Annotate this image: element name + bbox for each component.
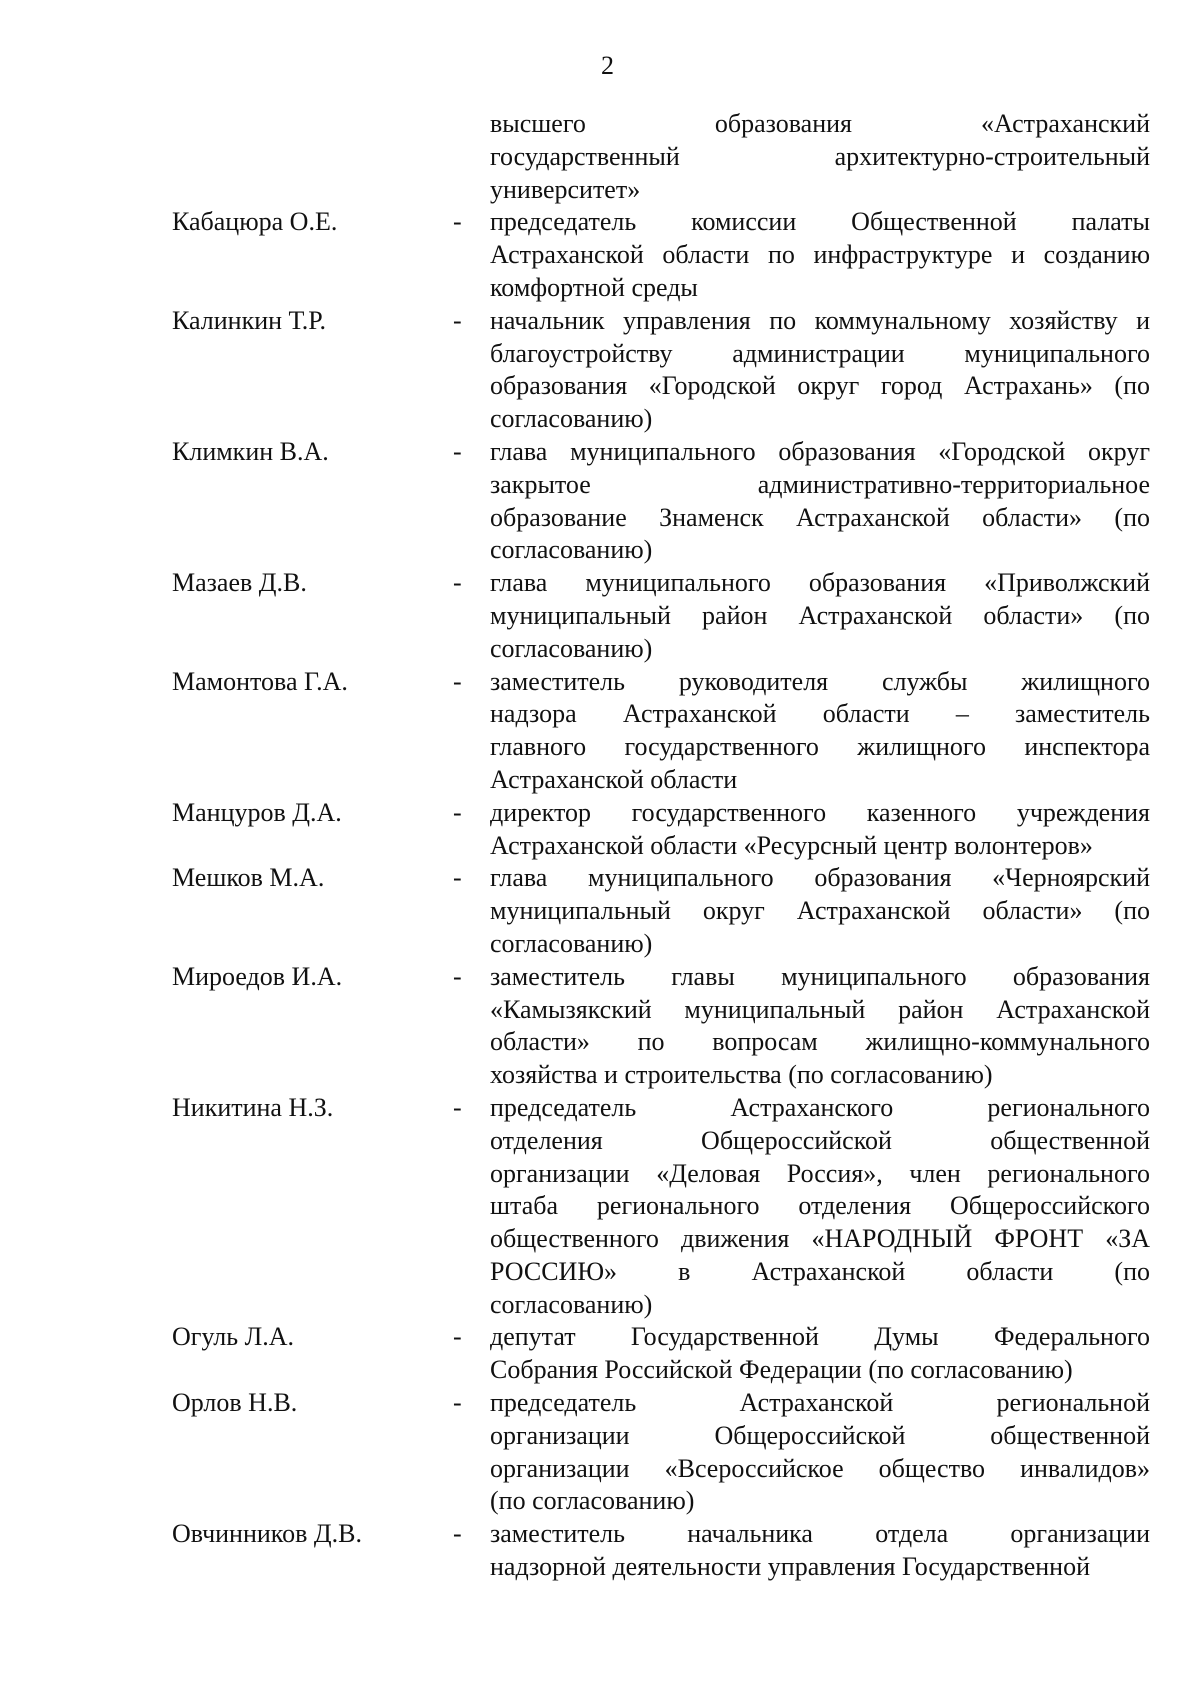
member-description [490,436,1150,567]
description-line: образование Знаменск Астраханской области» (по [490,502,1150,532]
member-row [0,436,1200,567]
description-line: РОССИЮ» в Астраханской области (по [490,1256,1150,1286]
member-description [490,567,1150,665]
page-number: 2 [601,51,614,80]
member-row [0,862,1200,960]
description-line: штаба регионального отделения Общероссийского [490,1191,1150,1221]
member-description [490,1387,1150,1518]
member-row [0,1092,1200,1322]
member-name: Кабацюра О.Е. [172,207,338,237]
description-line: государственный архитектурно-строительный [490,141,1150,171]
description-line: организации «Всероссийское общество инвалидов» [490,1453,1150,1483]
description-line: закрытое административно-территориальное [490,469,1150,499]
description-line: «Камызякский муниципальный район Астраханской [490,994,1150,1024]
description-line: области» по вопросам жилищно-коммунального [490,1027,1150,1057]
member-name: Манцуров Д.А. [172,797,342,827]
description-line: благоустройству администрации муниципального [490,338,1150,368]
description-line: заместитель начальника отдела организации [490,1519,1150,1549]
member-list [0,108,1200,1584]
description-line: Астраханской области [490,764,738,794]
member-row [0,961,1200,1092]
member-row [0,1518,1200,1584]
description-line: отделения Общероссийской общественной [490,1125,1150,1155]
description-line: (по согласованию) [490,1486,695,1516]
description-line: согласованию) [490,404,653,434]
description-line: председатель комиссии Общественной палаты [490,207,1150,237]
description-line: директор государственного казенного учреждения [490,797,1150,827]
description-line: заместитель главы муниципального образования [490,961,1150,991]
description-line: начальник управления по коммунальному хозяйству и [490,305,1150,335]
member-row [0,567,1200,665]
description-line: общественного движения «НАРОДНЫЙ ФРОНТ «ЗА [490,1224,1150,1254]
member-description [490,961,1150,1092]
description-line: комфортной среды [490,272,698,302]
description-line: образования «Городской округ город Астрахань» (по [490,371,1150,401]
description-line: председатель Астраханской региональной [490,1388,1150,1418]
description-line: организации «Деловая Россия», член регионального [490,1158,1150,1188]
member-row [0,666,1200,797]
dash-separator: - [453,797,462,827]
description-line: Астраханской области по инфраструктуре и созданию [490,240,1150,270]
dash-separator: - [453,1092,462,1122]
description-line: согласованию) [490,1289,653,1319]
dash-separator: - [453,666,462,696]
dash-separator: - [453,568,462,598]
member-name: Мироедов И.А. [172,961,343,991]
description-line: глава муниципального образования «Приволжский [490,568,1150,598]
dash-separator: - [453,1519,462,1549]
member-description [490,862,1150,960]
description-line: Собрания Российской Федерации (по согласованию) [490,1355,1073,1385]
description-line: Астраханской области «Ресурсный центр волонтеров» [490,830,1093,860]
member-description [490,108,1150,206]
description-line: согласованию) [490,633,653,663]
member-name: Огуль Л.А. [172,1322,295,1352]
description-line: муниципальный район Астраханской области» (по [490,600,1150,630]
member-name: Мамонтова Г.А. [172,666,348,696]
member-description [490,305,1150,436]
member-description [490,206,1150,304]
member-name: Калинкин Т.Р. [172,305,327,335]
member-row [0,1387,1200,1518]
member-description [490,1321,1150,1387]
dash-separator: - [453,305,462,335]
continuation-row [0,108,1200,206]
member-description [490,1092,1150,1322]
description-line: муниципальный округ Астраханской области» (по [490,896,1150,926]
description-line: высшего образования «Астраханский [490,109,1150,138]
dash-separator: - [453,1322,462,1352]
description-line: депутат Государственной Думы Федерального [490,1322,1150,1352]
description-line: согласованию) [490,928,653,958]
member-row [0,1321,1200,1387]
description-line: надзора Астраханской области – заместитель [490,699,1150,729]
member-name: Мазаев Д.В. [172,568,307,598]
description-line: глава муниципального образования «Городской округ [490,436,1150,466]
dash-separator: - [453,436,462,466]
member-name: Никитина Н.З. [172,1092,334,1122]
member-name: Климкин В.А. [172,436,329,466]
member-row [0,797,1200,863]
members-container [0,206,1200,1583]
dash-separator: - [453,961,462,991]
description-line: председатель Астраханского регионального [490,1092,1150,1122]
description-line: университет» [490,174,641,204]
description-line: хозяйства и строительства (по согласованию) [490,1060,993,1090]
member-name: Орлов Н.В. [172,1388,298,1418]
member-description [490,666,1150,797]
description-line: заместитель руководителя службы жилищного [490,666,1150,696]
member-name: Мешков М.А. [172,863,325,893]
description-line: главного государственного жилищного инспектора [490,732,1150,762]
member-row [0,305,1200,436]
dash-separator: - [453,207,462,237]
description-line: глава муниципального образования «Черноярский [490,863,1150,893]
dash-separator: - [453,1388,462,1418]
description-line: организации Общероссийской общественной [490,1420,1150,1450]
dash-separator: - [453,863,462,893]
member-name: Овчинников Д.В. [172,1519,362,1549]
description-line: надзорной деятельности управления Государственной [490,1552,1091,1582]
member-description [490,1518,1150,1584]
description-line: согласованию) [490,535,653,565]
member-row [0,206,1200,304]
member-description [490,797,1150,863]
